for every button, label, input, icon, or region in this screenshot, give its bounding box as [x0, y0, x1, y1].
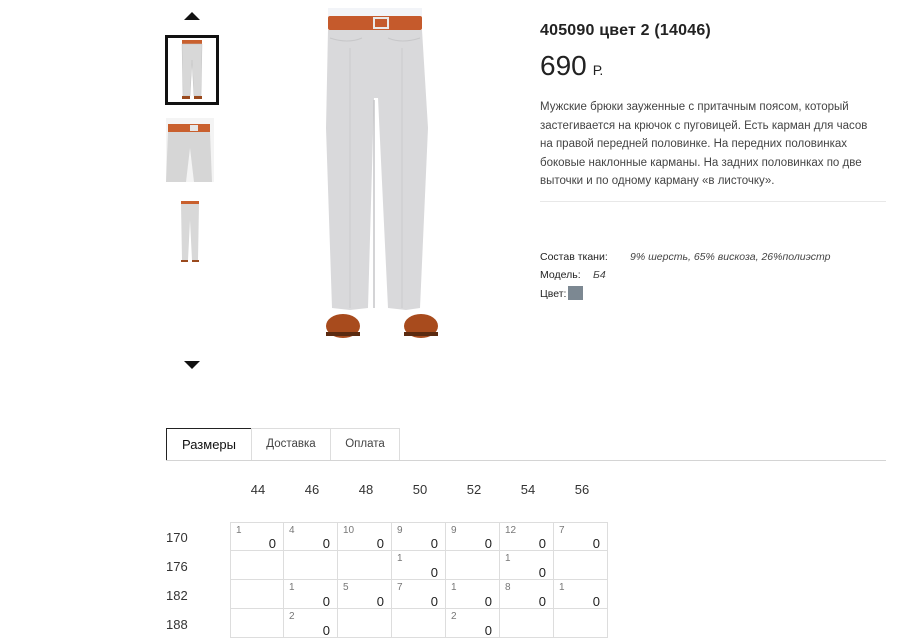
order-quantity: 0	[376, 536, 384, 551]
height-row-header: 188	[166, 617, 188, 632]
order-quantity: 0	[322, 536, 330, 551]
stock-count: 7	[559, 525, 565, 536]
order-quantity: 0	[538, 565, 546, 580]
stock-count: 9	[451, 525, 457, 536]
size-column-header: 56	[574, 482, 590, 497]
size-cell[interactable]	[446, 551, 500, 580]
thumbnail-2[interactable]	[166, 118, 214, 182]
size-cell[interactable]	[338, 609, 392, 638]
tab-payment[interactable]: Оплата	[330, 428, 400, 460]
thumbnail-1[interactable]	[168, 38, 216, 102]
main-product-image	[270, 8, 480, 348]
price-currency: Р.	[592, 62, 604, 78]
color-swatch[interactable]	[568, 286, 583, 300]
size-cell[interactable]	[284, 609, 338, 638]
size-cell[interactable]	[338, 522, 392, 551]
model-value: Б4	[593, 269, 606, 281]
stock-count: 2	[289, 611, 295, 622]
order-quantity: 0	[484, 623, 492, 638]
product-description: Мужские брюки зауженные с притачным поясом, который застегивается на крючок с пуговицей. Есть карман для часов на правой передней половинке. На передних половинках боковые наклонные карманы. На задних половинках по две выточки и по одному карману «в листочку».	[540, 101, 868, 187]
size-cell[interactable]	[500, 609, 554, 638]
thumbnail-3[interactable]	[166, 198, 214, 262]
order-quantity: 0	[484, 536, 492, 551]
stock-count: 1	[397, 553, 403, 564]
stock-count: 10	[343, 525, 355, 536]
size-cell[interactable]	[392, 580, 446, 609]
size-cell[interactable]	[284, 580, 338, 609]
stock-count: 1	[451, 582, 457, 593]
order-quantity: 0	[538, 536, 546, 551]
size-cell[interactable]	[500, 551, 554, 580]
order-quantity: 0	[484, 594, 492, 609]
size-cell[interactable]	[230, 609, 284, 638]
size-cell[interactable]	[446, 580, 500, 609]
size-cell[interactable]	[554, 551, 608, 580]
order-quantity: 0	[322, 623, 330, 638]
details-divider	[540, 201, 886, 202]
size-cell[interactable]	[284, 551, 338, 580]
order-quantity: 0	[376, 594, 384, 609]
size-column-header: 50	[412, 482, 428, 497]
size-cell[interactable]	[230, 551, 284, 580]
stock-count: 2	[451, 611, 457, 622]
stock-count: 4	[289, 525, 295, 536]
height-row-header: 182	[166, 588, 188, 603]
stock-count: 8	[505, 582, 511, 593]
stock-count: 1	[236, 525, 242, 536]
composition-value: 9% шерсть, 65% вискоза, 26%полиэстр	[630, 251, 831, 263]
size-cell[interactable]	[500, 580, 554, 609]
size-cell[interactable]	[338, 551, 392, 580]
tab-sizes[interactable]: Размеры	[166, 428, 252, 461]
size-column-header: 52	[466, 482, 482, 497]
size-cell[interactable]	[392, 551, 446, 580]
color-label: Цвет:	[540, 288, 567, 300]
order-quantity: 0	[538, 594, 546, 609]
order-quantity: 0	[592, 594, 600, 609]
order-quantity: 0	[430, 536, 438, 551]
product-price	[540, 50, 603, 82]
stock-count: 1	[505, 553, 511, 564]
size-column-header: 48	[358, 482, 374, 497]
size-cell[interactable]	[338, 580, 392, 609]
price-value: 690	[540, 50, 587, 81]
tabs-underline	[166, 460, 886, 461]
size-cell[interactable]	[446, 609, 500, 638]
size-cell[interactable]	[554, 609, 608, 638]
size-cell[interactable]	[230, 522, 284, 551]
stock-count: 12	[505, 525, 517, 536]
thumbnail-scroll-down-icon[interactable]	[184, 361, 200, 369]
tab-delivery[interactable]: Доставка	[251, 428, 331, 460]
order-quantity: 0	[430, 594, 438, 609]
size-column-header: 44	[250, 482, 266, 497]
order-quantity: 0	[322, 594, 330, 609]
stock-count: 5	[343, 582, 349, 593]
size-cell[interactable]	[446, 522, 500, 551]
size-cell[interactable]	[554, 522, 608, 551]
trousers-full-thumbnail-image	[166, 198, 214, 262]
stock-count: 1	[559, 582, 565, 593]
trousers-detail-thumbnail-image	[166, 118, 214, 182]
stock-count: 1	[289, 582, 295, 593]
stock-count: 9	[397, 525, 403, 536]
size-cell[interactable]	[284, 522, 338, 551]
composition-label: Состав ткани:	[540, 251, 608, 263]
trousers-thumbnail-image	[168, 38, 216, 102]
model-label: Модель:	[540, 269, 581, 281]
order-quantity: 0	[592, 536, 600, 551]
thumbnail-scroll-up-icon[interactable]	[184, 12, 200, 20]
size-cell[interactable]	[230, 580, 284, 609]
stock-count: 7	[397, 582, 403, 593]
size-cell[interactable]	[392, 609, 446, 638]
size-cell[interactable]	[392, 522, 446, 551]
size-column-header: 46	[304, 482, 320, 497]
product-title: 405090 цвет 2 (14046)	[540, 22, 711, 39]
size-column-header: 54	[520, 482, 536, 497]
height-row-header: 176	[166, 559, 188, 574]
size-cell[interactable]	[500, 522, 554, 551]
size-cell[interactable]	[554, 580, 608, 609]
order-quantity: 0	[268, 536, 276, 551]
order-quantity: 0	[430, 565, 438, 580]
height-row-header: 170	[166, 530, 188, 545]
